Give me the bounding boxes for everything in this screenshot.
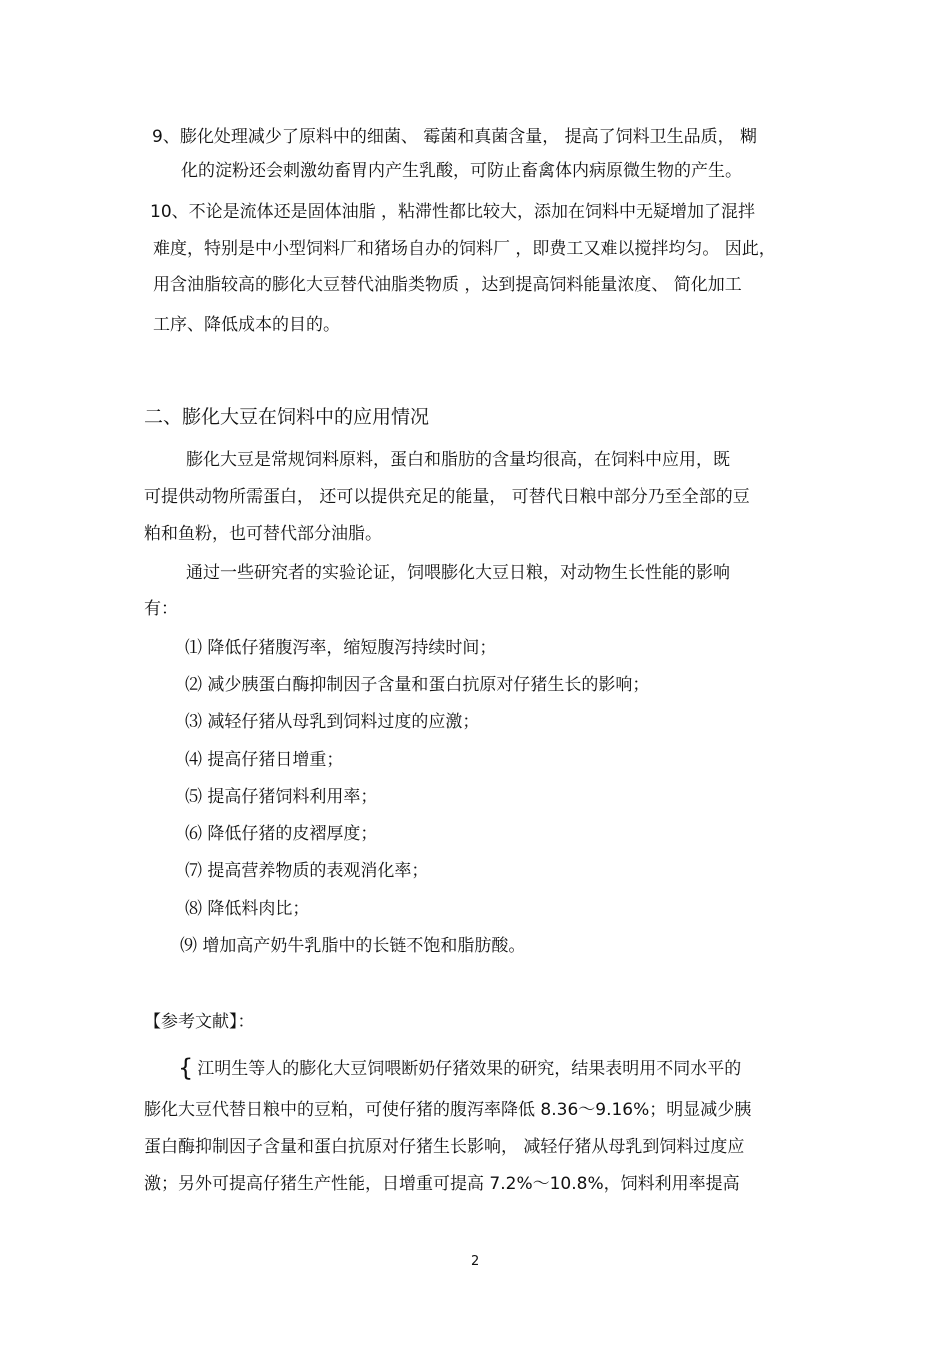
reference-line: 激；另外可提高仔猪生产性能，日增重可提高 7.2%～10.8%，饲料利用率提高 [144,1174,740,1194]
effect-list-item: ⑼ 增加高产奶牛乳脂中的长链不饱和脂肪酸。 [180,936,526,956]
effect-list-item: ⑹ 降低仔猪的皮褶厚度； [185,824,378,844]
reference-line: 膨化大豆代替日粮中的豆粕，可使仔猪的腹泻率降低 8.36～9.16%；明显减少胰 [144,1100,752,1120]
section-heading: 二、膨化大豆在饲料中的应用情况 [144,406,430,428]
item-10-line-1: 10、不论是流体还是固体油脂 ，粘滞性都比较大，添加在饲料中无疑增加了混拌 [150,202,756,222]
paragraph-line: 有： [144,599,178,619]
reference-brace: { [178,1054,194,1082]
effect-list-item: ⑶ 减轻仔猪从母乳到饲料过度的应激； [185,712,480,732]
effect-list-item: ⑵ 减少胰蛋白酶抑制因子含量和蛋白抗原对仔猪生长的影响； [185,675,650,695]
page-number: 2 [471,1254,480,1269]
paragraph-line: 通过一些研究者的实验论证，饲喂膨化大豆日粮，对动物生长性能的影响 [186,563,730,583]
reference-line [178,1056,741,1081]
paragraph-line: 粕和鱼粉，也可替代部分油脂。 [144,524,382,544]
item-10-line-3: 用含油脂较高的膨化大豆替代油脂类物质 ，达到提高饲料能量浓度、 简化加工 [153,275,742,295]
effect-list-item: ⑸ 提高仔猪饲料利用率； [185,787,378,807]
effect-list-item: ⑻ 降低料肉比； [185,899,310,919]
references-heading: 【参考文献】： [144,1012,255,1032]
paragraph-line: 膨化大豆是常规饲料原料，蛋白和脂肪的含量均很高，在饲料中应用，既 [186,450,730,470]
reference-line: 蛋白酶抑制因子含量和蛋白抗原对仔猪生长影响， 减轻仔猪从母乳到饲料过度应 [144,1137,745,1157]
paragraph-line: 可提供动物所需蛋白， 还可以提供充足的能量， 可替代日粮中部分乃至全部的豆 [144,487,750,507]
item-10-line-4: 工序、降低成本的目的。 [153,315,340,335]
effect-list-item: ⑷ 提高仔猪日增重； [185,750,344,770]
effect-list-item: ⑴ 降低仔猪腹泻率，缩短腹泻持续时间； [185,638,497,658]
reference-text: 江明生等人的膨化大豆饲喂断奶仔猪效果的研究，结果表明用不同水平的 [197,1059,742,1079]
effect-list-item: ⑺ 提高营养物质的表观消化率； [185,861,429,881]
item-9-line-2: 化的淀粉还会刺激幼畜胃内产生乳酸，可防止畜禽体内病原微生物的产生。 [181,161,742,181]
item-10-line-2: 难度，特别是中小型饲料厂和猪场自办的饲料厂 ，即费工又难以搅拌均匀。 因此， [153,239,776,259]
item-9-line-1: 9、膨化处理减少了原料中的细菌、 霉菌和真菌含量， 提高了饲料卫生品质， 糊 [152,127,758,147]
